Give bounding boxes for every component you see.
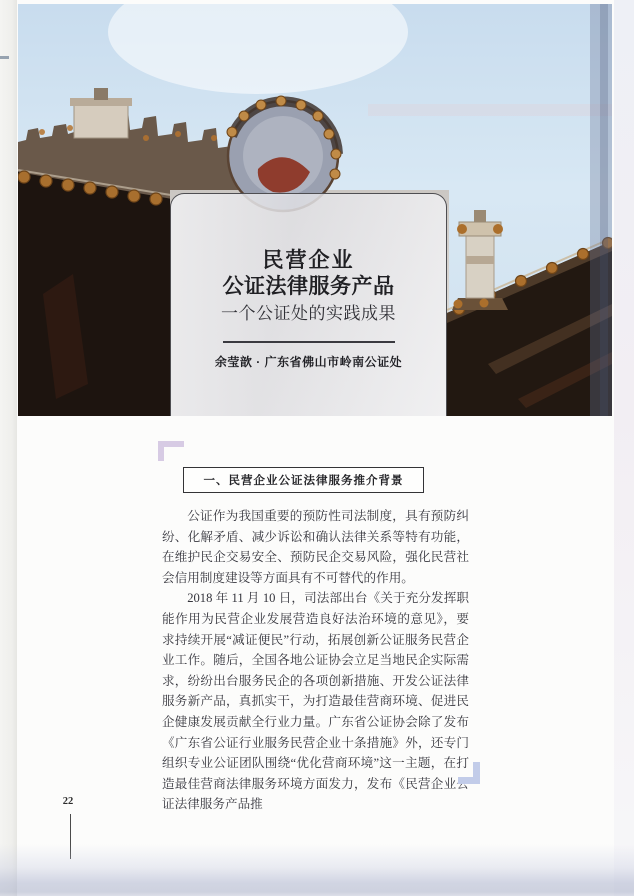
scan-edge-mark bbox=[0, 56, 9, 59]
white-crest-ornament bbox=[74, 104, 128, 138]
article-body bbox=[162, 506, 469, 815]
scan-right-margin bbox=[614, 0, 634, 896]
scan-left-margin bbox=[0, 0, 17, 896]
article-title-line2: 公证法律服务产品 bbox=[222, 275, 395, 298]
body-paragraph-2: 2018 年 11 月 10 日，司法部出台《关于充分发挥职能作用为民营企业发展营造良好法治环境的意见》，要求持续开展“减证便民”行动，拓展创新公证服务民营企业工作。随后，全国各地公证协会立足当地民企实际需求，纷纷出台服务民企的各项创新措施、开发公证法律服务新产品，真抓实干，为打造最佳营商环境、促进民企健康发展贡献全行业力量。广东省公证协会除了发布《广东省公证行业服务民营企业十条措施》外，还专门组织专业公证团队围绕“优化营商环境”这一主题，在打造最佳营商法律服务环境方面发力，发布《民营企业公证法律服务产品推 bbox=[162, 591, 469, 812]
article-title-line1: 民营企业 bbox=[262, 249, 355, 272]
title-divider bbox=[223, 341, 395, 343]
crest-finial bbox=[94, 88, 108, 100]
corner-bracket-bottom-right bbox=[458, 762, 480, 784]
author-byline: 余莹歆 · 广东省佛山市岭南公证处 bbox=[214, 355, 403, 369]
section-heading-box: 一、民营企业公证法律服务推介背景 bbox=[183, 467, 424, 493]
scan-shadow-edge bbox=[600, 4, 608, 416]
body-paragraph-1: 公证作为我国重要的预防性司法制度，具有预防纠纷、化解矛盾、减少诉讼和确认法律关系等特有功能，在维护民企交易安全、预防民企交易风险，强化民营社会信用制度建设等方面具有不可替代的作用。 bbox=[162, 509, 469, 585]
title-card bbox=[170, 193, 447, 416]
page-number: 22 bbox=[62, 796, 74, 807]
scan-pink-band bbox=[368, 104, 612, 116]
article-subtitle: 一个公证处的实践成果 bbox=[221, 304, 396, 323]
corner-bracket-top-left bbox=[158, 441, 184, 461]
scan-bottom-shadow bbox=[0, 844, 634, 896]
